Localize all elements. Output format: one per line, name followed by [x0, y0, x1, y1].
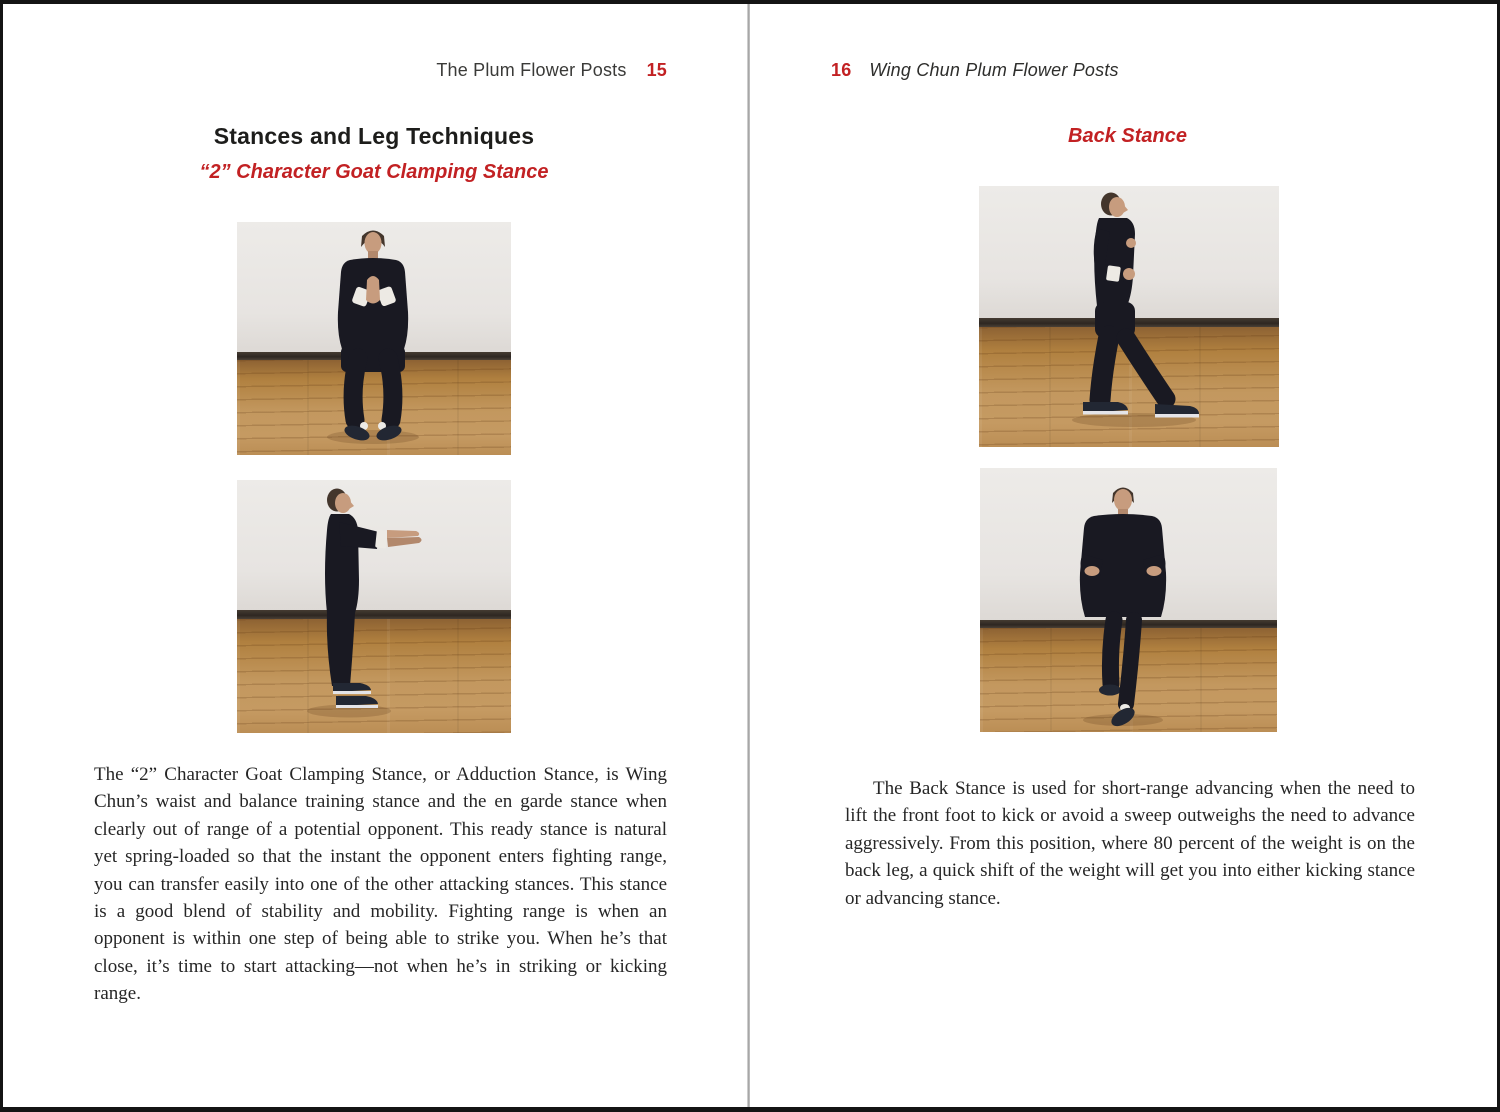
- left-header-title: The Plum Flower Posts: [436, 60, 627, 80]
- left-page-number: 15: [646, 60, 667, 80]
- photo-goat-clamping-side: [237, 480, 511, 733]
- right-page-number: 16: [831, 60, 852, 80]
- left-paragraph: The “2” Character Goat Clamping Stance, or Adduction Stance, is Wing Chun’s waist and balance training stance and the en garde stance when clearly out of range of a potential opponent. This ready stance is natural yet spring-loaded so that the instant the opponent enters fighting range, you can transfer easily into one of the other attacking stances. This stance is a good blend of stability and mobility. Fighting range is when an opponent is within one step of being able to strike you. When he’s that close, it’s time to start attacking—not when he’s in striking or kicking range.: [94, 764, 667, 1005]
- figure-back-stance-front: [980, 468, 1277, 732]
- scan-border-left: [0, 0, 3, 1112]
- right-header-title: Wing Chun Plum Flower Posts: [869, 60, 1119, 80]
- right-running-header: [831, 60, 1431, 81]
- photo-back-stance-side: [979, 186, 1279, 447]
- left-running-header: [94, 60, 667, 81]
- stance-subheading: “2” Character Goat Clamping Stance: [199, 161, 549, 183]
- right-paragraph: The Back Stance is used for short-range advancing when the need to lift the front foot to kick or avoid a sweep outweighs the need to advance aggressively. From this position, where 80 percent of the weight is on the back leg, a quick shift of the weight will get you into either kicking stance or advancing stance.: [845, 778, 1415, 909]
- section-heading: Stances and Leg Techniques: [213, 123, 535, 149]
- page-gutter-divider: [747, 4, 750, 1107]
- back-stance-heading: Back Stance: [1068, 125, 1187, 147]
- figure-back-stance-side: [979, 186, 1279, 447]
- photo-goat-clamping-front: [237, 222, 511, 455]
- photo-back-stance-front: [980, 468, 1277, 732]
- figure-front-stance: [237, 222, 511, 455]
- scan-border-top: [0, 0, 1500, 4]
- figure-side-arms-forward: [237, 480, 511, 733]
- scan-border-bottom: [0, 1107, 1500, 1112]
